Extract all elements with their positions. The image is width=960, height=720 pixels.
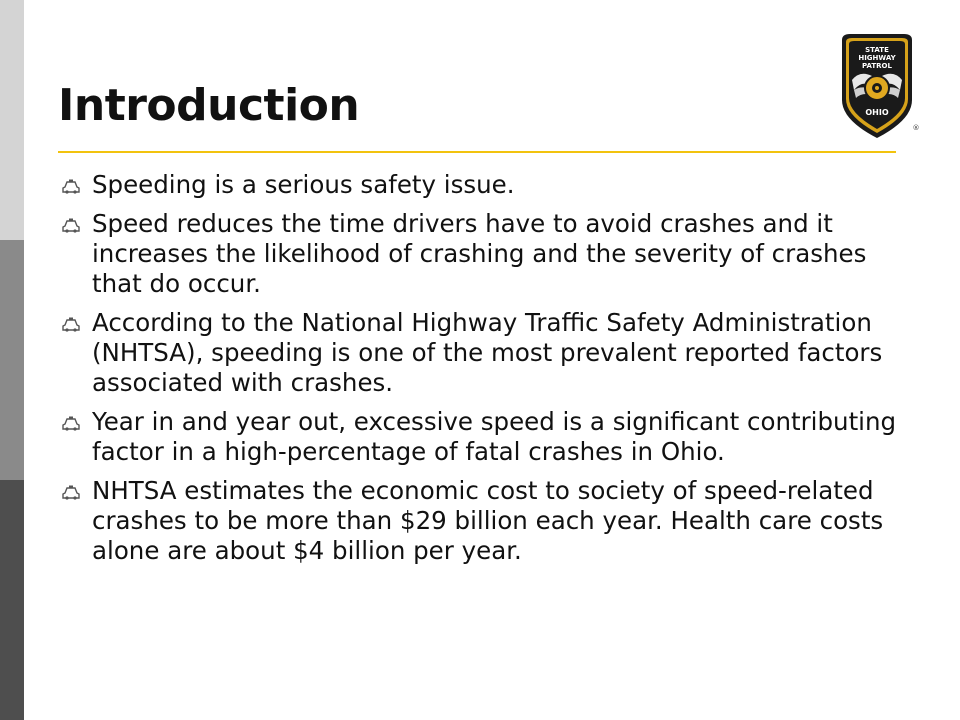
bullet-list bbox=[56, 170, 906, 575]
patrol-car-icon bbox=[62, 218, 80, 234]
bullet-item bbox=[56, 170, 906, 200]
patrol-car-icon bbox=[62, 179, 80, 195]
slide-title: Introduction bbox=[58, 80, 360, 131]
logo-registered-mark: ® bbox=[912, 124, 920, 132]
logo-line-highway: HIGHWAY bbox=[858, 54, 896, 62]
bullet-item bbox=[56, 476, 906, 566]
patrol-logo bbox=[838, 30, 922, 142]
logo-line-patrol: PATROL bbox=[862, 62, 892, 70]
bullet-text: NHTSA estimates the economic cost to society of speed-related crashes to be more than $29 billion each year. Health care costs alone are about $4 billion per year. bbox=[92, 476, 884, 565]
bullet-text: Year in and year out, excessive speed is a significant contributing factor in a high-percentage of fatal crashes in Ohio. bbox=[92, 407, 897, 466]
logo-line-ohio: OHIO bbox=[865, 108, 889, 117]
patrol-car-icon bbox=[62, 416, 80, 432]
sidebar-segment-mid bbox=[0, 240, 24, 480]
logo-line-state: STATE bbox=[865, 46, 889, 54]
bullet-item bbox=[56, 209, 906, 299]
bullet-text: Speeding is a serious safety issue. bbox=[92, 170, 515, 199]
patrol-car-icon bbox=[62, 317, 80, 333]
bullet-item bbox=[56, 407, 906, 467]
sidebar-segment-light bbox=[0, 0, 24, 240]
title-underline bbox=[58, 151, 896, 153]
sidebar-segment-dark bbox=[0, 480, 24, 720]
patrol-car-icon bbox=[62, 485, 80, 501]
bullet-text: Speed reduces the time drivers have to avoid crashes and it increases the likelihood of crashing and the severity of crashes that do occur. bbox=[92, 209, 867, 298]
bullet-item bbox=[56, 308, 906, 398]
bullet-text: According to the National Highway Traffic Safety Administration (NHTSA), speeding is one of the most prevalent reported factors associated with crashes. bbox=[92, 308, 883, 397]
